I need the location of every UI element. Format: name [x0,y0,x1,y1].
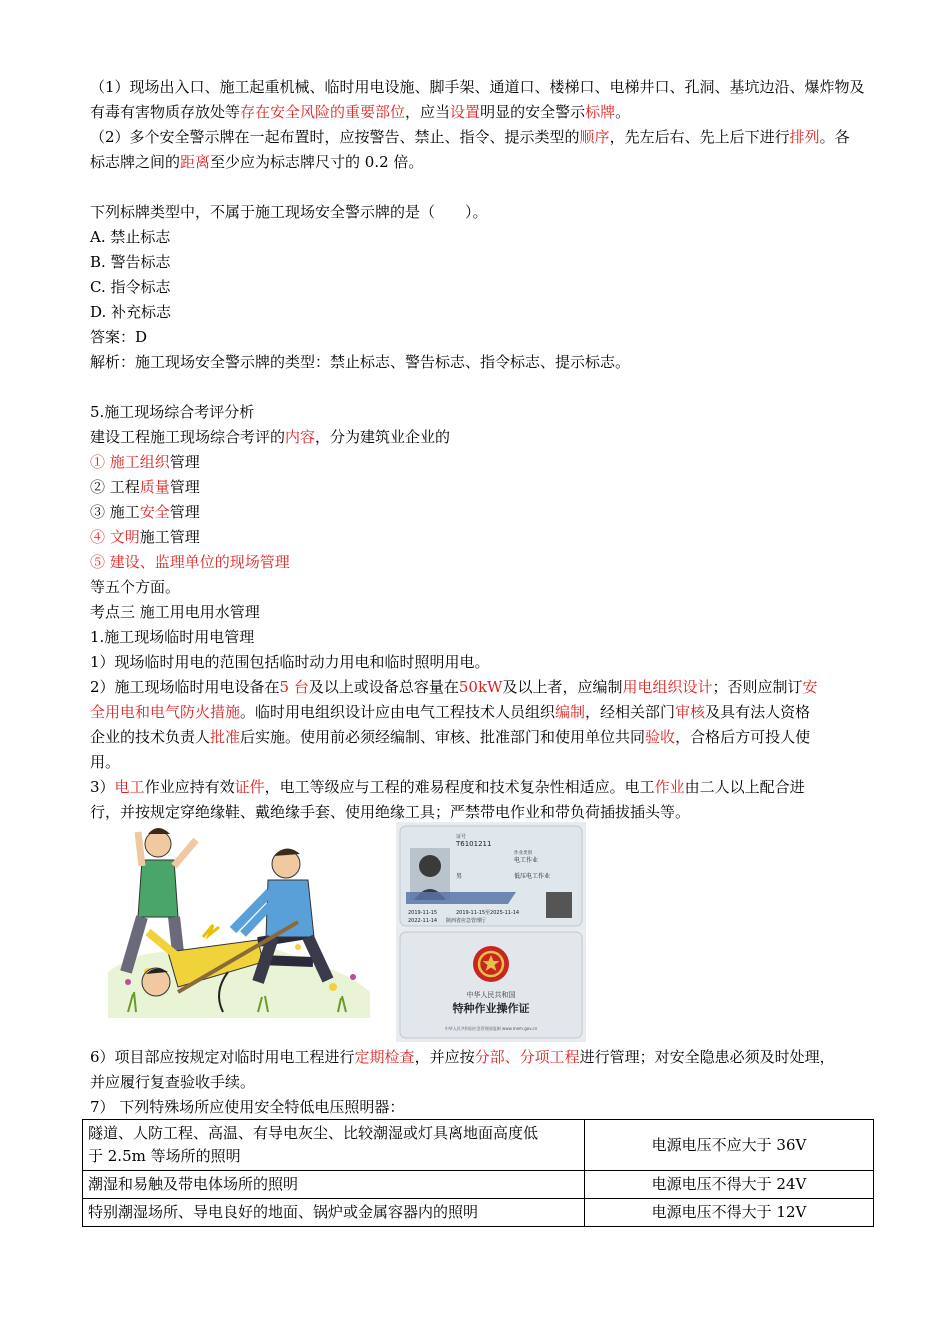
kaodian-3-line-6b: 并应履行复查验收手续。 [90,1073,256,1091]
kaodian-3-line-2b: 全用电和电气防火措施。临时用电组织设计应由电气工程技术人员组织编制，经相关部门审核及具有法人资格 [90,703,811,721]
special-operation-certificate [396,822,586,1042]
table-row [83,1120,874,1171]
kaodian-3-line-7: 7） 下列特殊场所应使用安全特低电压照明器： [90,1098,405,1116]
certificate-graphic [396,822,586,1042]
para-1-line-1: （1）现场出入口、施工起重机械、临时用电设施、脚手架、通道口、楼梯口、电梯井口、孔洞、基坑边沿、爆炸物及 [90,78,865,96]
para-2-line-1: （2）多个安全警示牌在一起布置时，应按警告、禁止、指令、提示类型的顺序，先左后右、先上后下进行排列。各 [90,128,850,146]
cert-id-label: 证号 [456,834,467,840]
table-cell-voltage: 电源电压不得大于 24V [585,1171,874,1199]
option-d: D. 补充标志 [90,303,172,321]
table-row [83,1171,874,1199]
cert-title-1: 中华人民共和国 [466,991,516,999]
section-5-end: 等五个方面。 [90,578,181,596]
table-cell-place: 特别潮湿场所、导电良好的地面、锅炉或金属容器内的照明 [83,1199,585,1227]
option-b: B. 警告标志 [90,253,171,271]
cert-item: 低压电工作业 [514,873,551,880]
kaodian-3-sub-1: 1.施工现场临时用电管理 [90,628,255,646]
kaodian-3-line-2a: 2）施工现场临时用电设备在5 台及以上或设备总容量在50kW及以上者，应编制用电组织设计；否则应制订安 [90,678,818,696]
table-cell-place: 潮湿和易触及带电体场所的照明 [83,1171,585,1199]
kaodian-3-line-3a: 3）电工作业应持有效证件，电工等级应与工程的难易程度和技术复杂性相适应。电工作业由二人以上配合进 [90,778,805,796]
cert-footer: 中华人民共和国应急管理部监制 www.mem.gov.cn [444,1026,538,1031]
section-5-item-2: ② 工程质量管理 [90,478,200,496]
section-5-item-1: ① 施工组织管理 [90,453,200,471]
section-5-item-3: ③ 施工安全管理 [90,503,200,521]
kaodian-3-line-1: 1）现场临时用电的范围包括临时动力用电和临时照明用电。 [90,653,490,671]
section-5-item-4: ④ 文明施工管理 [90,528,200,546]
cert-title-2: 特种作业操作证 [452,1002,530,1015]
kaodian-3-line-2c: 企业的技术负责人批准后实施。使用前必须经编制、审核、批准部门和使用单位共同验收，合格后方可投人使 [90,728,811,746]
table-cell-voltage: 电源电压不应大于 36V [585,1120,874,1171]
table-cell-place: 隧道、人防工程、高温、有导电灰尘、比较潮湿或灯具离地面高度低 于 2.5m 等场所的照明 [83,1120,585,1171]
table-row [83,1199,874,1227]
kaodian-3-line-3b: 行，并按规定穿绝缘鞋、戴绝缘手套、使用绝缘工具；严禁带电作业和带负荷插拔插头等。 [90,803,691,821]
cert-type-value: 电工作业 [514,857,539,864]
section-5-item-5: ⑤ 建设、监理单位的现场管理 [90,553,290,571]
cert-issue-date: 2022-11-14 [408,918,438,924]
answer: 答案：D [90,328,148,346]
table-cell-voltage: 电源电压不得大于 12V [585,1199,874,1227]
analysis: 解析：施工现场安全警示牌的类型：禁止标志、警告标志、指令标志、提示标志。 [90,353,631,371]
kaodian-3-line-2d: 用。 [90,753,121,771]
low-voltage-table [82,1119,874,1227]
cert-gender: 男 [456,873,463,880]
cert-date-2: 2019-11-15至2025-11-14 [456,910,520,916]
question-stem: 下列标牌类型中，不属于施工现场安全警示牌的是（ ）。 [90,203,488,221]
section-5-title: 5.施工现场综合考评分析 [90,403,255,421]
cert-issuer: 陕西省应急管理厅 [446,918,487,924]
cert-type-label: 作业类别 [514,851,532,856]
kaodian-3-title: 考点三 施工用电用水管理 [90,603,260,621]
section-5-intro: 建设工程施工现场综合考评的内容，分为建筑业企业的 [90,428,451,446]
cert-date-1: 2019-11-15 [408,910,438,916]
option-c: C. 指令标志 [90,278,171,296]
electric-shock-illustration [108,822,370,1018]
kaodian-3-line-6a: 6）项目部应按规定对临时用电工程进行定期检查，并应按分部、分项工程进行管理；对安全隐患必须及时处理， [90,1048,835,1066]
option-a: A. 禁止标志 [90,228,171,246]
para-1-line-2: 有毒有害物质存放处等存在安全风险的重要部位，应当设置明显的安全警示标牌。 [90,103,631,121]
para-2-line-2: 标志牌之间的距离至少应为标志牌尺寸的 0.2 倍。 [90,153,424,171]
cert-id-value: T6101211 [456,840,492,848]
